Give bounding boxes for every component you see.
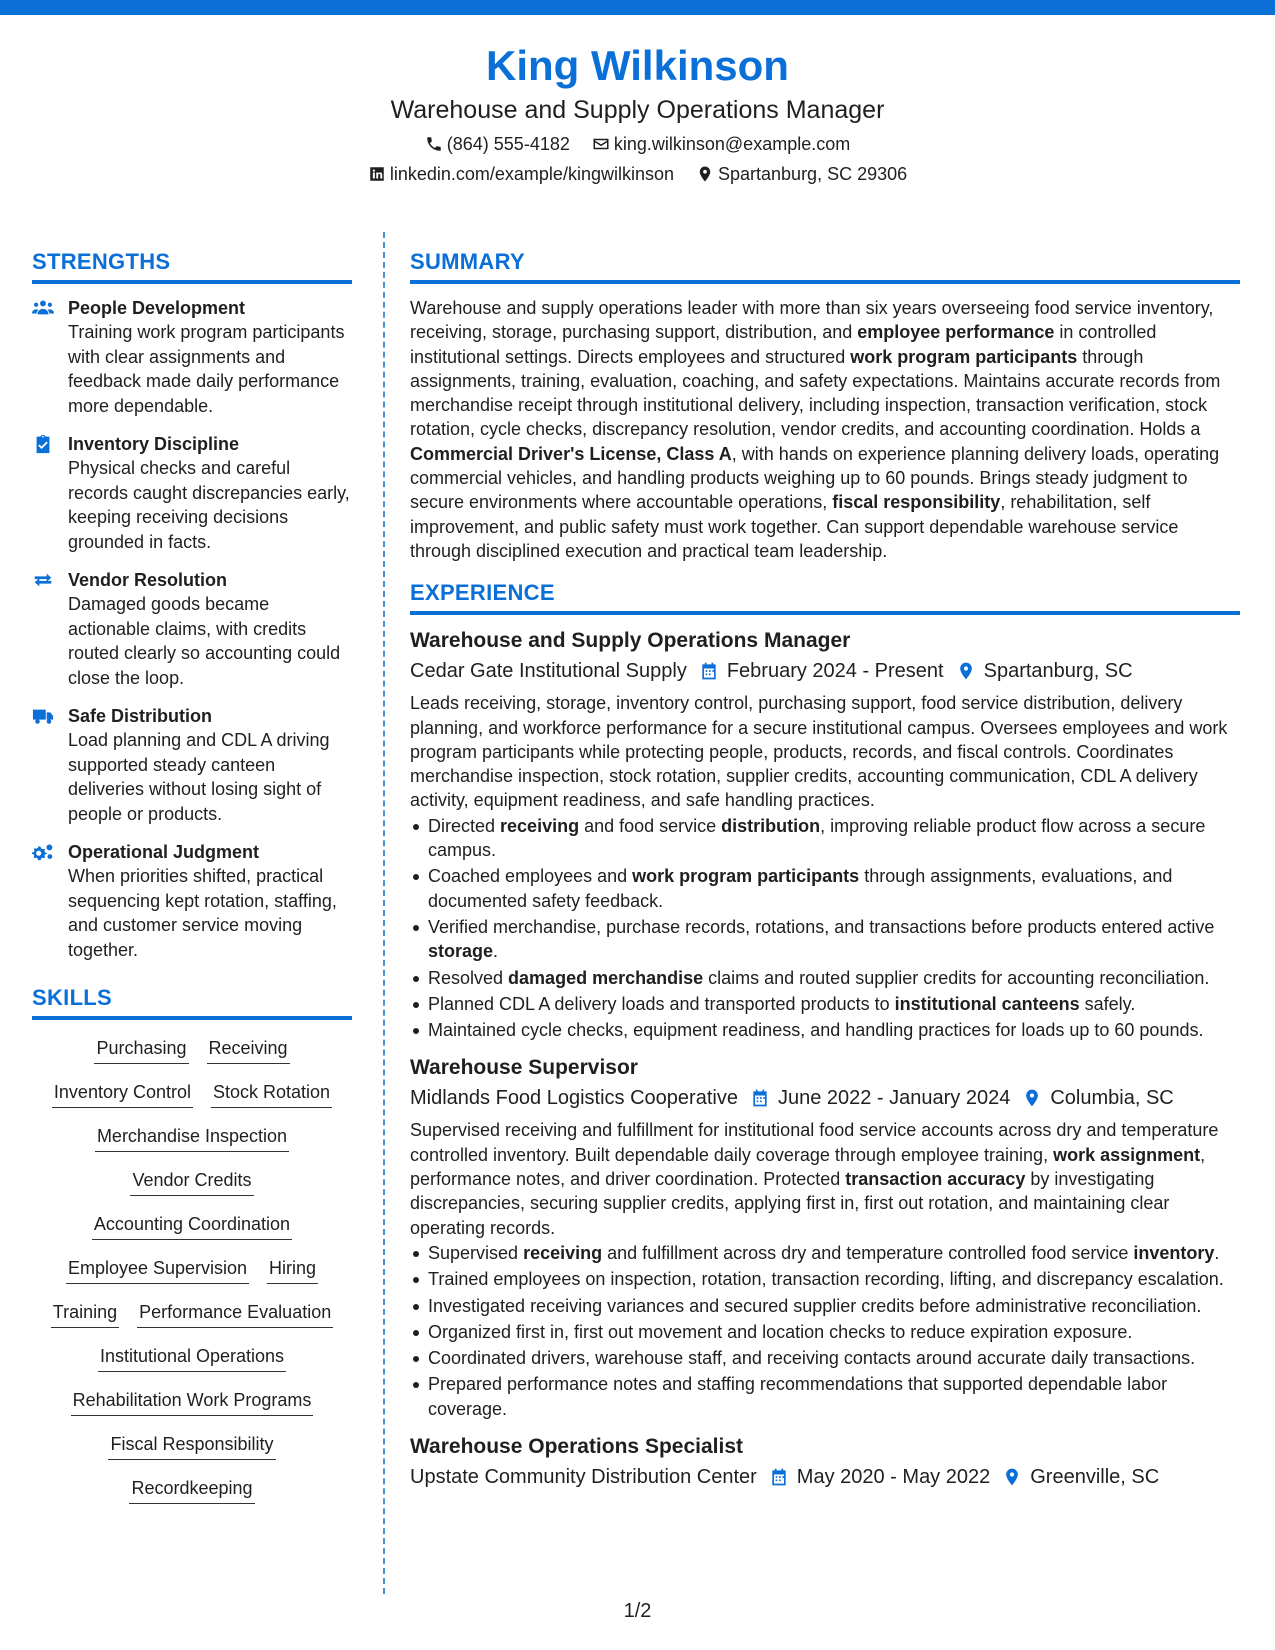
text-segment: . — [1214, 1242, 1220, 1263]
bold-text: Commercial Driver's License, Class A — [410, 443, 732, 464]
job-company: Midlands Food Logistics Cooperative — [410, 1087, 738, 1110]
job-entry — [410, 1433, 1240, 1491]
bullet-item — [410, 1346, 1240, 1370]
bullet-item — [410, 864, 1240, 913]
contact-row-2 — [0, 162, 1275, 186]
strength-desc: Damaged goods became actionable claims, with credits routed clearly so accounting could close the loop. — [68, 594, 341, 688]
job-meta — [410, 657, 1240, 685]
strength-item — [32, 296, 352, 418]
job-dates: February 2024 - Present — [726, 660, 944, 683]
strength-title: People Development — [68, 298, 246, 318]
bold-text: work program participants — [632, 866, 860, 887]
users-icon — [32, 298, 54, 318]
text-segment: Maintained cycle checks, equipment readiness, and handling practices for loads up to 60 pounds. — [428, 1020, 1204, 1041]
job-entry — [410, 1054, 1240, 1421]
skill-tag: Recordkeeping — [129, 1476, 254, 1504]
text-segment: Coached employees and — [428, 866, 633, 887]
text-segment: Warehouse and supply operations leader with more than six years overseeing food service inventory, receiving, storage, purchasing support, distribution, and — [410, 298, 1214, 343]
strength-desc: Training work program participants with clear assignments and feedback made daily performance more dependable. — [68, 322, 345, 416]
map-pin-icon — [956, 661, 976, 681]
text-segment: Planned CDL A delivery loads and transported products to — [428, 993, 895, 1014]
bold-text: inventory — [1133, 1242, 1215, 1263]
skill-tag: Stock Rotation — [211, 1080, 332, 1108]
bold-text: employee performance — [857, 322, 1055, 343]
text-segment: and food service — [579, 815, 722, 836]
job-entry — [410, 627, 1240, 1042]
text-segment: Organized first in, first out movement and location checks to reduce expiration exposure. — [428, 1321, 1133, 1342]
skills-heading: SKILLS — [32, 984, 352, 1020]
job-dates: May 2020 - May 2022 — [796, 1465, 991, 1488]
bold-text: storage — [428, 941, 494, 962]
bold-text: transaction accuracy — [845, 1169, 1026, 1190]
bold-text: institutional canteens — [894, 993, 1080, 1014]
skill-tag: Vendor Credits — [130, 1168, 253, 1196]
bullet-item — [410, 992, 1240, 1016]
truck-icon — [32, 706, 54, 726]
job-meta — [410, 1463, 1240, 1491]
text-segment: through assignments, evaluations, and documented safety feedback. — [428, 866, 1173, 911]
skill-tag: Hiring — [267, 1256, 318, 1284]
bullet-item — [410, 1018, 1240, 1042]
job-title: Warehouse Supervisor — [410, 1056, 638, 1080]
text-segment: Trained employees on inspection, rotation, transaction recording, lifting, and discrepancy escalation. — [428, 1269, 1224, 1290]
job-title: Warehouse and Supply Operations Manager — [410, 629, 851, 653]
resume-header — [0, 40, 1275, 186]
right-column — [410, 248, 1240, 1503]
summary-text — [410, 296, 1240, 563]
text-segment: , performance notes, and driver coordination. Protected — [410, 1144, 1206, 1190]
strength-desc: When priorities shifted, practical sequencing kept rotation, staffing, and customer service moving together. — [68, 866, 337, 960]
bullet-item — [410, 1294, 1240, 1318]
contact-row-1 — [0, 132, 1275, 156]
job-title: Warehouse Operations Specialist — [410, 1434, 743, 1458]
text-segment: in controlled institutional settings. Directs employees and structured — [410, 322, 1157, 367]
bullet-item — [410, 1372, 1240, 1421]
text-segment: Supervised — [428, 1242, 524, 1263]
job-location: Spartanburg, SC — [983, 660, 1133, 683]
job-dates: June 2022 - January 2024 — [777, 1087, 1011, 1110]
linkedin-text[interactable]: linkedin.com/example/kingwilkinson — [389, 164, 674, 184]
phone-icon — [425, 135, 443, 153]
job-company: Cedar Gate Institutional Supply — [410, 660, 687, 683]
job-description — [410, 691, 1240, 812]
map-pin-icon — [1002, 1467, 1022, 1487]
strength-desc: Physical checks and careful records caught discrepancies early, keeping receiving decisions grounded in facts. — [68, 458, 350, 552]
strength-desc: Load planning and CDL A driving supported steady canteen deliveries without losing sight of people or products. — [68, 730, 330, 824]
skill-tag: Merchandise Inspection — [95, 1124, 289, 1152]
skill-tag: Accounting Coordination — [92, 1212, 292, 1240]
bullet-item — [410, 1320, 1240, 1344]
text-segment: safely. — [1079, 993, 1136, 1014]
text-segment: Prepared performance notes and staffing recommendations that supported dependable labor coverage. — [428, 1374, 1168, 1419]
bullet-item — [410, 814, 1240, 863]
job-description — [410, 1118, 1240, 1239]
column-divider — [383, 232, 385, 1594]
text-segment: by investigating discrepancies, securing supplier credits, applying first in, first out rotation, and maintaining clear operating records. — [410, 1169, 1170, 1238]
bullet-item — [410, 915, 1240, 964]
skill-tag: Training — [51, 1300, 119, 1328]
bold-text: receiving — [523, 1242, 603, 1263]
strength-title: Operational Judgment — [68, 842, 260, 862]
text-segment: and fulfillment across dry and temperature controlled food service — [602, 1242, 1134, 1263]
text-segment: Supervised receiving and fulfillment for institutional food service accounts across dry and temperature controlled inventory. Built dependable daily coverage through employee training, — [410, 1120, 1219, 1165]
strength-item — [32, 840, 352, 962]
phone-text: (864) 555-4182 — [446, 134, 570, 154]
job-bullets — [410, 814, 1240, 1043]
phone-contact — [425, 132, 570, 156]
location-text: Spartanburg, SC 29306 — [718, 164, 908, 184]
map-pin-icon — [1022, 1088, 1042, 1108]
job-company: Upstate Community Distribution Center — [410, 1465, 757, 1488]
text-segment: . — [493, 941, 499, 962]
text-segment: claims and routed supplier credits for accounting reconciliation. — [703, 967, 1210, 988]
skill-tag: Performance Evaluation — [137, 1300, 333, 1328]
text-segment: , improving reliable product flow across a secure campus. — [428, 815, 1206, 861]
skill-tag: Employee Supervision — [66, 1256, 249, 1284]
text-segment: , with hands on experience planning delivery loads, operating commercial vehicles, and handling products weighing up to 60 pounds. Brings steady judgment to secure environments where accountable operations, — [410, 443, 1220, 513]
job-meta — [410, 1084, 1240, 1112]
bold-text: work program participants — [850, 346, 1078, 367]
skill-tag: Purchasing — [94, 1036, 188, 1064]
left-column — [32, 248, 352, 1520]
summary-heading: SUMMARY — [410, 248, 1240, 284]
calendar-icon — [699, 661, 719, 681]
skill-tag: Inventory Control — [52, 1080, 193, 1108]
text-segment: Investigated receiving variances and secured supplier credits before administrative reconciliation. — [428, 1295, 1202, 1316]
bullet-item — [410, 966, 1240, 990]
arrows-exchange-icon — [32, 570, 54, 590]
email-contact[interactable] — [592, 132, 850, 156]
job-location: Columbia, SC — [1050, 1087, 1174, 1110]
strength-item — [32, 704, 352, 826]
bold-text: fiscal responsibility — [832, 492, 1001, 513]
strength-item — [32, 568, 352, 690]
calendar-icon — [750, 1088, 770, 1108]
text-segment: Leads receiving, storage, inventory control, purchasing support, food service distribution, delivery planning, and workforce performance for a secure institutional campus. Oversees employees and work program participants while protecting people, products, records, and fiscal controls. Coordinates merchandise inspection, stock rotation, supplier credits, accounting communication, CDL A delivery activity, equipment readiness, and safe handling practices. — [410, 693, 1228, 811]
skills-list — [32, 1036, 352, 1504]
map-pin-icon — [696, 165, 714, 183]
job-bullets — [410, 1241, 1240, 1421]
candidate-title: Warehouse and Supply Operations Manager — [390, 96, 885, 124]
bullet-item — [410, 1267, 1240, 1291]
clipboard-check-icon — [32, 434, 54, 454]
text-segment: Verified merchandise, purchase records, rotations, and transactions before products entered active — [428, 916, 1215, 937]
bold-text: work assignment — [1053, 1144, 1201, 1165]
text-segment: Coordinated drivers, warehouse staff, and receiving contacts around accurate daily transactions. — [428, 1348, 1196, 1369]
strength-title: Vendor Resolution — [68, 570, 228, 590]
email-text[interactable]: king.wilkinson@example.com — [613, 134, 851, 154]
bold-text: receiving — [500, 815, 580, 836]
page-number: 1/2 — [623, 1600, 652, 1622]
bold-text: damaged merchandise — [508, 967, 704, 988]
envelope-icon — [592, 135, 610, 153]
candidate-name: King Wilkinson — [486, 42, 789, 89]
experience-heading: EXPERIENCE — [410, 579, 1240, 615]
gears-icon — [32, 842, 54, 862]
skill-tag: Institutional Operations — [98, 1344, 286, 1372]
linkedin-icon — [368, 165, 386, 183]
text-segment: Resolved — [428, 967, 509, 988]
strength-title: Safe Distribution — [68, 706, 213, 726]
skill-tag: Receiving — [207, 1036, 290, 1064]
bullet-item — [410, 1241, 1240, 1265]
bold-text: distribution — [721, 815, 821, 836]
text-segment: through assignments, training, evaluation, coaching, and safety expectations. Maintains accurate records from merchandise receipt through institutional delivery, including inspection, transaction verification, stock rotation, cycle checks, discrepancy resolution, vendor credits, and accounting coordination. Holds a — [410, 346, 1221, 440]
location-contact — [696, 162, 907, 186]
skill-tag: Rehabilitation Work Programs — [71, 1388, 314, 1416]
text-segment: , rehabilitation, self improvement, and public safety must work together. Can support dependable warehouse service through disciplined execution and practical team leadership. — [410, 492, 1179, 561]
linkedin-contact[interactable] — [368, 162, 674, 186]
job-location: Greenville, SC — [1030, 1465, 1160, 1488]
strength-item — [32, 432, 352, 554]
strength-title: Inventory Discipline — [68, 434, 240, 454]
text-segment: Directed — [428, 815, 501, 836]
top-accent-bar — [0, 0, 1275, 15]
strengths-heading: STRENGTHS — [32, 248, 352, 284]
skill-tag: Fiscal Responsibility — [108, 1432, 275, 1460]
calendar-icon — [769, 1467, 789, 1487]
